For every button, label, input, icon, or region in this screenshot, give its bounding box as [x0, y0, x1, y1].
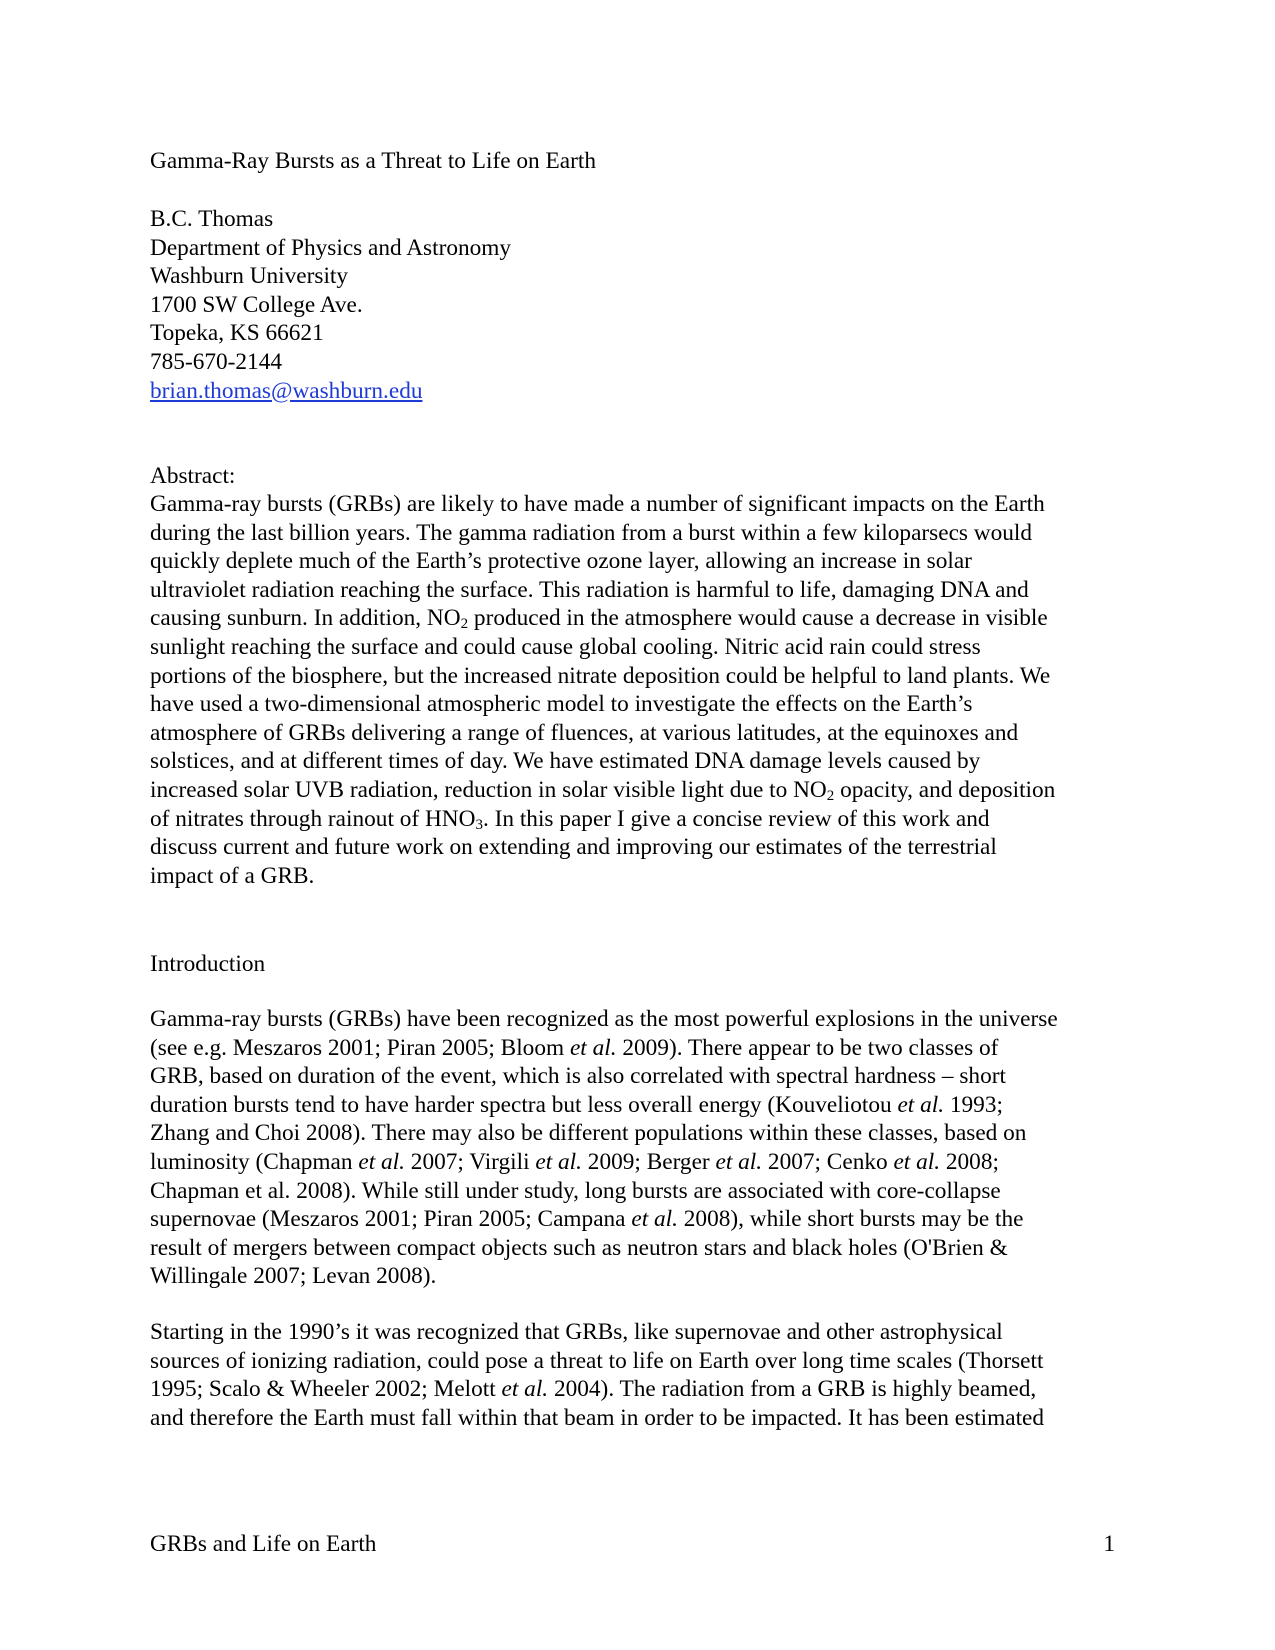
page-number: 1	[1103, 1531, 1115, 1557]
abstract-label: Abstract:	[150, 463, 236, 489]
abstract-line: impact of a GRB.	[150, 862, 315, 889]
abstract-line: atmosphere of GRBs delivering a range of fluences, at various latitudes, at the equinoxes and	[150, 719, 1019, 746]
paragraph-line: GRB, based on duration of the event, which is also correlated with spectral hardness – short	[150, 1063, 1006, 1090]
abstract-line: have used a two-dimensional atmospheric model to investigate the effects on the Earth’s	[150, 691, 973, 718]
paragraph-line: luminosity (Chapman et al. 2007; Virgili et al. 2009; Berger et al. 2007; Cenko et al. 2008;	[150, 1148, 999, 1175]
abstract-line: solstices, and at different times of day. We have estimated DNA damage levels caused by	[150, 748, 981, 775]
abstract-line: quickly deplete much of the Earth’s protective ozone layer, allowing an increase in solar	[150, 548, 972, 575]
abstract-line: Gamma-ray bursts (GRBs) are likely to have made a number of significant impacts on the Earth	[150, 491, 1045, 517]
paragraph-line: result of mergers between compact objects such as neutron stars and black holes (O'Brien &	[150, 1234, 1008, 1261]
author-university: Washburn University	[150, 263, 349, 290]
abstract-line: sunlight reaching the surface and could cause global cooling. Nitric acid rain could stress	[150, 633, 981, 660]
paragraph-line: sources of ionizing radiation, could pose a threat to life on Earth over long time scales (Thorsett	[150, 1347, 1044, 1374]
abstract-line: causing sunburn. In addition, $NO_2$ produced in the atmosphere would cause a decrease in visible	[150, 605, 1048, 633]
author-city: Topeka, KS 66621	[150, 320, 324, 347]
abstract-line: ultraviolet radiation reaching the surface. This radiation is harmful to life, damaging DNA and	[150, 576, 1029, 603]
abstract-body	[150, 490, 1130, 890]
paragraph-line: Chapman et al. 2008). While still under study, long bursts are associated with core-collapse	[150, 1177, 1001, 1204]
paragraph-line: duration bursts tend to have harder spectra but less overall energy (Kouveliotou et al. 1993;	[150, 1091, 1003, 1118]
paper-title: Gamma-Ray Bursts as a Threat to Life on Earth	[150, 148, 596, 174]
paragraph-line: Zhang and Choi 2008). There may also be different populations within these classes, based on	[150, 1120, 1027, 1147]
paragraph-line: supernovae (Meszaros 2001; Piran 2005; Campana et al. 2008), while short bursts may be the	[150, 1206, 1024, 1233]
introduction-heading: Introduction	[150, 951, 266, 977]
running-title: GRBs and Life on Earth	[150, 1531, 377, 1557]
abstract-line: increased solar UVB radiation, reduction in solar visible light due to $NO_2$ opacity, and deposition	[150, 776, 1056, 804]
author-email-link[interactable]: brian.thomas@washburn.edu	[150, 377, 423, 404]
paragraph-line: Gamma-ray bursts (GRBs) have been recognized as the most powerful explosions in the universe	[150, 1006, 1058, 1032]
paragraph-line: Willingale 2007; Levan 2008).	[150, 1263, 437, 1290]
introduction-paragraph-2	[150, 1318, 1130, 1432]
abstract-line: portions of the biosphere, but the increased nitrate deposition could be helpful to land plants. We	[150, 662, 1051, 689]
paragraph-line: (see e.g. Meszaros 2001; Piran 2005; Bloom et al. 2009). There appear to be two classes of	[150, 1034, 999, 1061]
author-block	[150, 205, 511, 405]
paragraph-line: Starting in the 1990’s it was recognized that GRBs, like supernovae and other astrophysical	[150, 1319, 1003, 1345]
abstract-line: of nitrates through rainout of $HNO_3$. In this paper I give a concise review of this work and	[150, 805, 990, 833]
paragraph-line: and therefore the Earth must fall within that beam in order to be impacted. It has been estimated	[150, 1404, 1045, 1431]
abstract-line: during the last billion years. The gamma radiation from a burst within a few kiloparsecs would	[150, 519, 1033, 546]
author-name: B.C. Thomas	[150, 206, 274, 232]
author-department: Department of Physics and Astronomy	[150, 234, 512, 261]
author-street: 1700 SW College Ave.	[150, 291, 363, 318]
paragraph-line: 1995; Scalo & Wheeler 2002; Melott et al. 2004). The radiation from a GRB is highly beamed,	[150, 1376, 1037, 1403]
author-phone: 785-670-2144	[150, 348, 283, 375]
abstract-line: discuss current and future work on extending and improving our estimates of the terrestrial	[150, 834, 997, 861]
introduction-paragraph-1	[150, 1005, 1130, 1291]
